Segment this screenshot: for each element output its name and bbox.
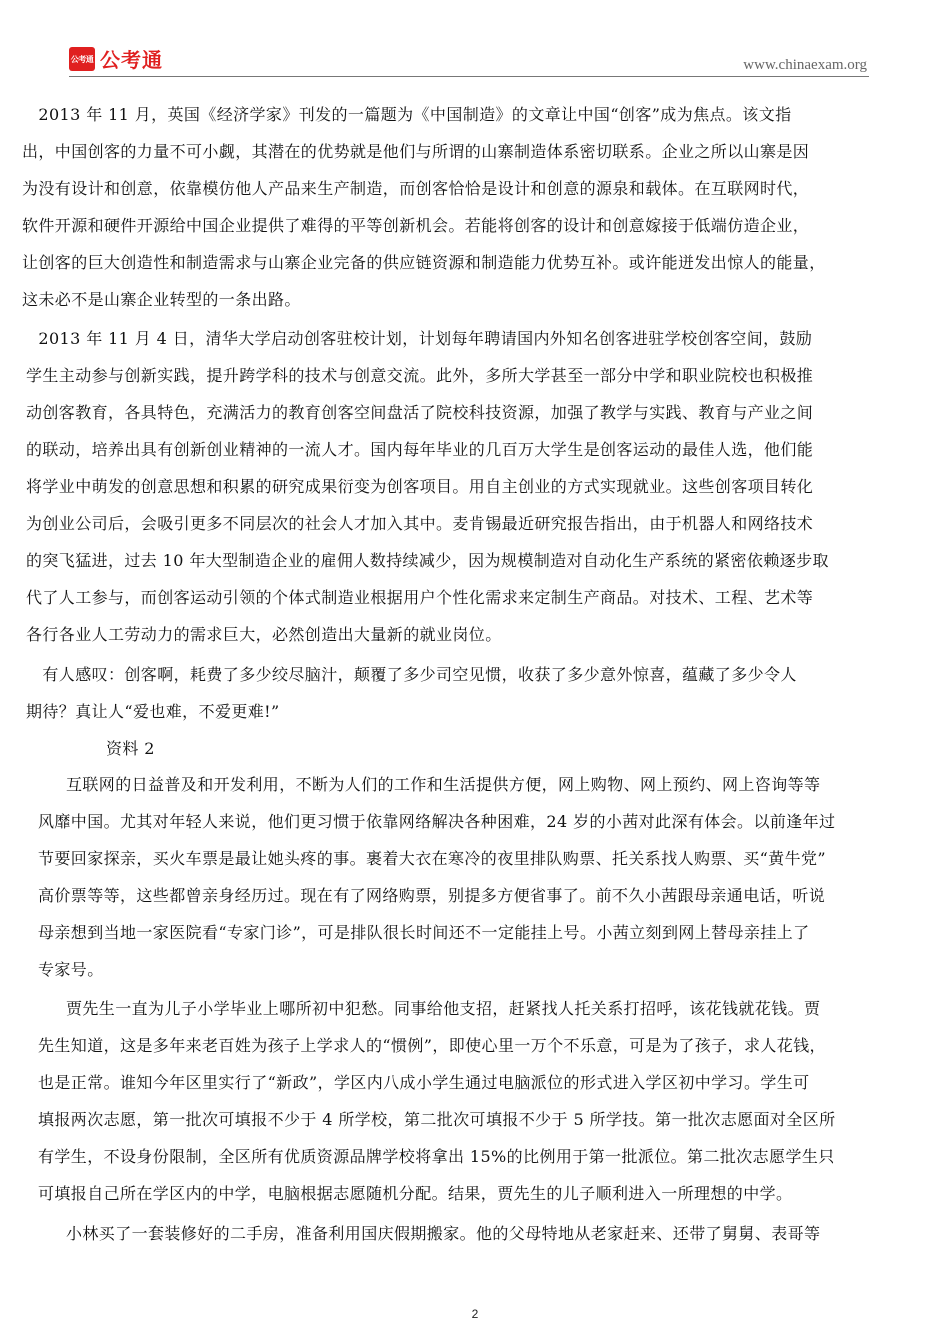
logo-text: 公考通 [100, 48, 163, 72]
text-line: 代了人工参与，而创客运动引领的个体式制造业根据用户个性化需求来定制生产商品。对技术、工程、艺术等 [26, 588, 814, 607]
text-line: 2013 年 11 月 4 日，清华大学启动创客驻校计划，计划每年聘请国内外知名创客进驻学校创客空间，鼓励 [22, 329, 813, 348]
text-line: 专家号。 [38, 960, 104, 979]
text-line: 可填报自己所在学区内的中学，电脑根据志愿随机分配。结果，贾先生的儿子顺利进入一所理想的中学。 [38, 1184, 793, 1203]
text-line: 也是正常。谁知今年区里实行了“新政”，学区内八成小学生通过电脑派位的形式进入学区初中学习。学生可 [38, 1073, 810, 1092]
site-url: www.chinaexam.org [743, 57, 867, 73]
text-line: 让创客的巨大创造性和制造需求与山寨企业完备的供应链资源和制造能力优势互补。或许能迸发出惊人的能量， [22, 253, 826, 272]
text-line: 互联网的日益普及和开发利用，不断为人们的工作和生活提供方便，网上购物、网上预约、网上咨询等等 [66, 775, 821, 794]
text-line: 期待？真让人“爱也难，不爱更难!” [26, 702, 280, 721]
text-line: 学生主动参与创新实践，提升跨学科的技术与创意交流。此外，多所大学甚至一部分中学和职业院校也积极推 [26, 366, 814, 385]
text-line: 母亲想到当地一家医院看“专家门诊”，可是排队很长时间还不一定能挂上号。小茜立刻到网上替母亲挂上了 [38, 923, 810, 942]
text-line: 贾先生一直为儿子小学毕业上哪所初中犯愁。同事给他支招，赶紧找人托关系打招呼，该花钱就花钱。贾 [66, 999, 821, 1018]
text-line: 先生知道，这是多年来老百姓为孩子上学求人的“惯例”，即使心里一万个不乐意，可是为了孩子，求人花钱， [38, 1036, 826, 1055]
text-line: 填报两次志愿，第一批次可填报不少于 4 所学校，第二批次可填报不少于 5 所学技。第一批次志愿面对全区所 [38, 1110, 836, 1129]
paragraph-6 [38, 1215, 820, 1252]
text-line: 将学业中萌发的创意思想和积累的研究成果衍变为创客项目。用自主创业的方式实现就业。这些创客项目转化 [26, 477, 814, 496]
paragraph-5 [38, 990, 836, 1212]
page-number: 2 [471, 1307, 479, 1321]
text-line: 节要回家探亲，买火车票是最让她头疼的事。裹着大衣在寒冷的夜里排队购票、托关系找人购票、买“黄牛党” [38, 849, 826, 868]
paragraph-2 [22, 320, 829, 653]
text-line: 的突飞猛进，过去 10 年大型制造企业的雇佣人数持续减少，因为规模制造对自动化生产系统的紧密依赖逐步取 [26, 551, 829, 570]
header-divider [69, 76, 869, 77]
text-line: 动创客教育，各具特色，充满活力的教育创客空间盘活了院校科技资源，加强了教学与实践、教育与产业之间 [26, 403, 814, 422]
paragraph-4 [38, 766, 835, 988]
text-line: 有人感叹：创客啊，耗费了多少绞尽脑汁，颠覆了多少司空见惯，收获了多少意外惊喜，蕴藏了多少令人 [26, 665, 797, 684]
text-line: 出，中国创客的力量不可小觑，其潜在的优势就是他们与所谓的山寨制造体系密切联系。企业之所以山寨是因 [22, 142, 810, 161]
paragraph-1 [22, 96, 826, 318]
paragraph-3 [26, 656, 797, 730]
page-header [0, 0, 950, 80]
text-line: 资料 2 [106, 739, 155, 758]
text-line: 风靡中国。尤其对年轻人来说，他们更习惯于依靠网络解决各种困难，24 岁的小茜对此深有体会。以前逢年过 [38, 812, 836, 831]
text-line: 2013 年 11 月，英国《经济学家》刊发的一篇题为《中国制造》的文章让中国“创客”成为焦点。该文指 [22, 105, 792, 124]
text-line: 小林买了一套装修好的二手房，准备利用国庆假期搬家。他的父母特地从老家赶来、还带了舅舅、表哥等 [66, 1224, 821, 1243]
text-line: 的联动，培养出具有创新创业精神的一流人才。国内每年毕业的几百万大学生是创客运动的最佳人选，他们能 [26, 440, 814, 459]
text-line: 高价票等等，这些都曾亲身经历过。现在有了网络购票，别提多方便省事了。前不久小茜跟母亲通电话，听说 [38, 886, 826, 905]
text-line: 为没有设计和创意，依靠模仿他人产品来生产制造，而创客恰恰是设计和创意的源泉和载体。在互联网时代， [22, 179, 810, 198]
logo-icon: 公考通 [69, 47, 95, 71]
text-line: 各行各业人工劳动力的需求巨大，必然创造出大量新的就业岗位。 [26, 625, 502, 644]
text-line: 软件开源和硬件开源给中国企业提供了难得的平等创新机会。若能将创客的设计和创意嫁接于低端仿造企业， [22, 216, 810, 235]
section-heading [106, 730, 155, 767]
text-line: 为创业公司后，会吸引更多不同层次的社会人才加入其中。麦肯锡最近研究报告指出，由于机器人和网络技术 [26, 514, 814, 533]
text-line: 这未必不是山寨企业转型的一条出路。 [22, 290, 301, 309]
text-line: 有学生，不设身份限制，全区所有优质资源品牌学校将拿出 15%的比例用于第一批派位。第二批次志愿学生只 [38, 1147, 835, 1166]
